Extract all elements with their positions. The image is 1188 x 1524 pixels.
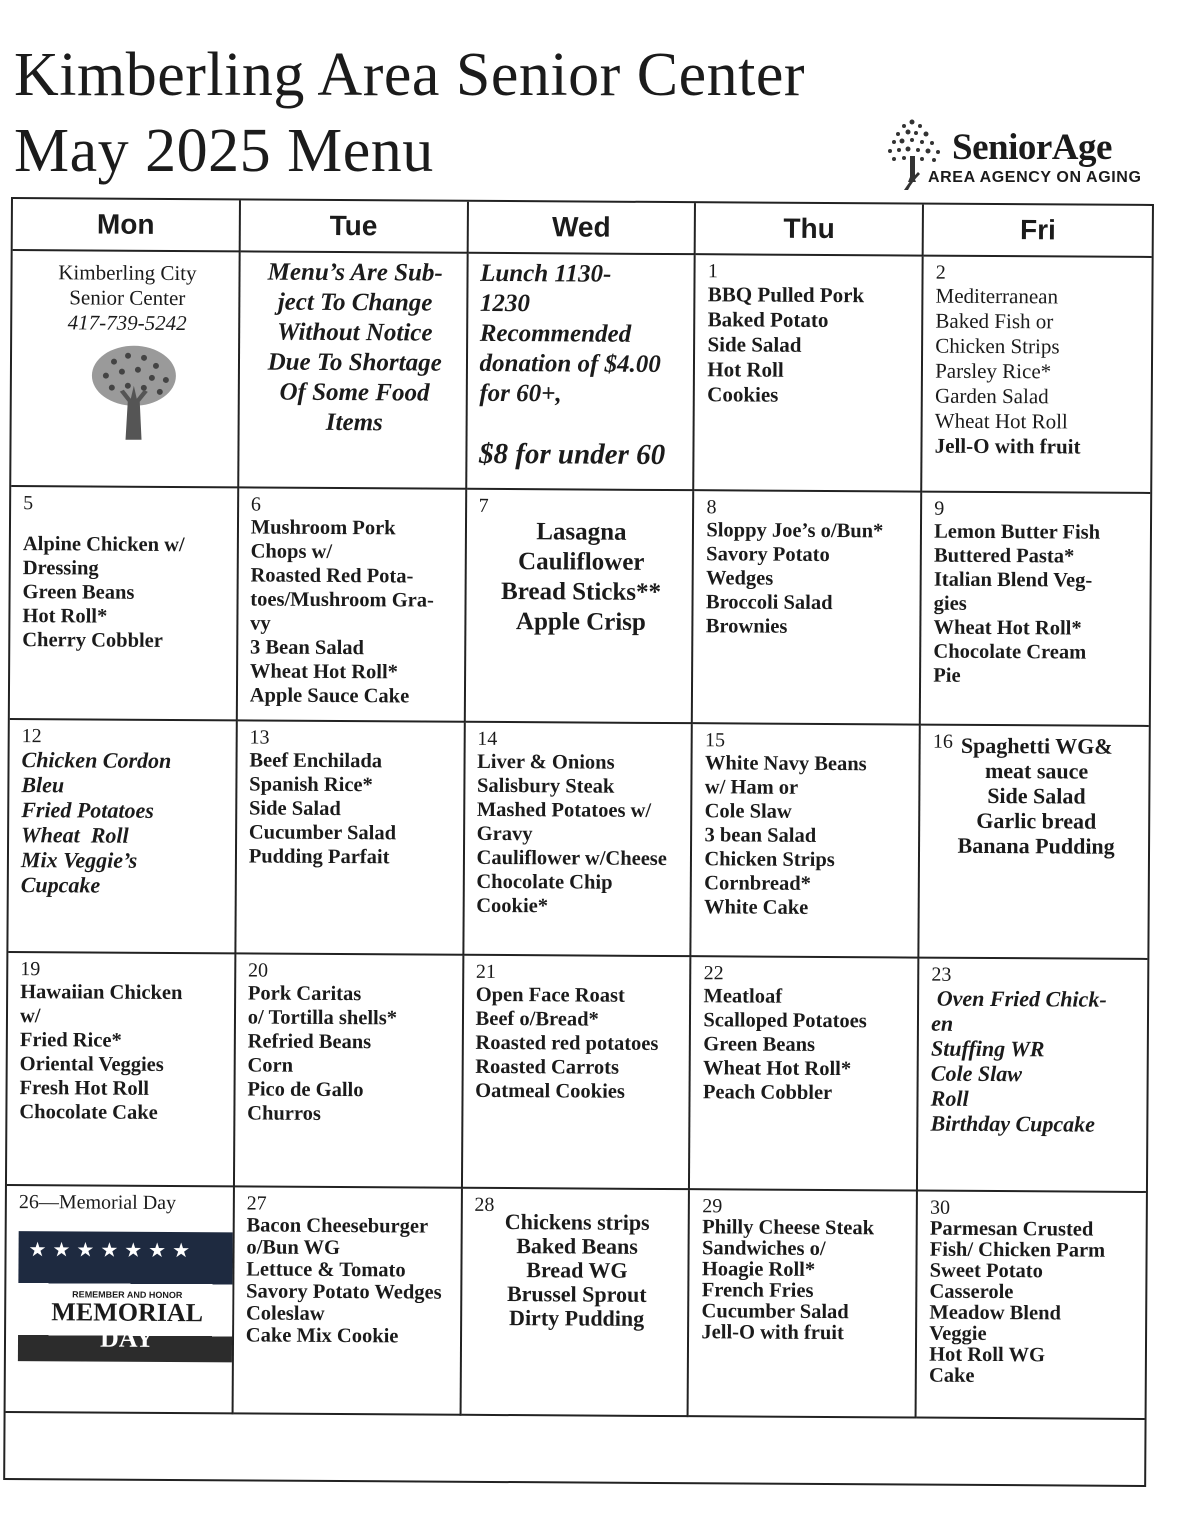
menu-item: Fried Potatoes (21, 797, 154, 823)
header-mon: Mon (13, 199, 241, 252)
menu-item: Open Face Roast (475, 983, 625, 1007)
menu-item: Jell-O with fruit (701, 1321, 844, 1345)
memorial-day-banner (18, 1231, 235, 1362)
menu-item: Chops w/ (250, 540, 333, 563)
under-60-price: $8 for under 60 (478, 437, 666, 472)
menu-item: Oatmeal Cookies (475, 1079, 625, 1103)
day-number: 27 (246, 1192, 267, 1215)
notice-line: Items (325, 408, 383, 437)
day-number: 16 (932, 730, 953, 753)
menu-item: Lasagna (536, 518, 627, 546)
day-number: 22 (703, 962, 724, 985)
menu-item: Chocolate Chip (476, 870, 613, 894)
menu-item: Chicken Strips (704, 848, 835, 872)
menu-item: Parmesan Crusted (929, 1217, 1094, 1241)
lunch-line: for 60+, (479, 379, 562, 408)
day-cell-8 (693, 491, 922, 725)
header-fri: Fri (924, 205, 1152, 258)
page-title-line-2: May 2025 Menu (14, 117, 434, 185)
menu-item: White Navy Beans (704, 752, 867, 776)
menu-item: Bread WG (526, 1257, 628, 1283)
menu-item: Wheat Hot Roll* (249, 660, 399, 684)
senior-age-logo (882, 112, 1152, 192)
menu-item: Hawaiian Chicken (20, 981, 183, 1005)
menu-item: toes/Mushroom Gra- (250, 588, 434, 612)
day-number: 14 (477, 727, 498, 750)
menu-item: Meadow Blend (929, 1301, 1062, 1325)
menu-item: Salisbury Steak (476, 774, 615, 798)
menu-item: Wheat Hot Roll* (933, 616, 1082, 640)
menu-item: Beef Enchilada (249, 749, 383, 773)
menu-item: Roll (930, 1085, 969, 1111)
menu-item: Stuffing WR (930, 1035, 1045, 1062)
center-name-line-1: Kimberling City (58, 260, 197, 286)
empty-bottom-row (5, 1413, 1144, 1485)
menu-item: Bread Sticks** (501, 578, 662, 606)
day-number: 6 (250, 493, 261, 516)
day-cell-29 (689, 1190, 918, 1418)
menu-item: Dressing (22, 557, 99, 580)
day-cell-1 (695, 255, 924, 492)
day-number: 19 (20, 958, 41, 981)
menu-item: Green Beans (22, 581, 135, 604)
day-cell-28 (461, 1189, 690, 1417)
menu-item: o/ Tortilla shells* (247, 1006, 398, 1030)
menu-item: Cucumber Salad (701, 1300, 849, 1324)
lunch-line: 1230 (479, 289, 531, 318)
menu-item: Bacon Cheeseburger (246, 1214, 429, 1238)
menu-item: Meatloaf (703, 985, 783, 1008)
menu-item: Apple Crisp (515, 608, 646, 636)
day-number: 1 (707, 260, 719, 283)
menu-item: 3 Bean Salad (249, 636, 365, 660)
menu-item: Wheat Hot Roll* (703, 1057, 852, 1081)
menu-item: Roasted Red Pota- (250, 564, 414, 588)
menu-item: Chocolate Cake (19, 1101, 158, 1124)
menu-item: French Fries (701, 1279, 814, 1302)
menu-item: Mix Veggie’s (20, 847, 138, 873)
notice-cell (239, 252, 468, 489)
menu-item: o/Bun WG (246, 1236, 341, 1260)
day-number: 20 (248, 959, 269, 982)
menu-item: Cookies (707, 382, 779, 407)
lunch-info-cell (467, 254, 696, 491)
menu-item: BBQ Pulled Pork (707, 282, 865, 308)
notice-line: Menu’s Are Sub- (267, 258, 443, 287)
day-cell-2 (922, 257, 1151, 494)
menu-item: Cucumber Salad (248, 821, 397, 845)
day-number: 23 (931, 963, 952, 986)
menu-item: Mediterranean (935, 283, 1059, 309)
menu-item: Brussel Sprout (506, 1281, 647, 1307)
menu-item: Pie (933, 664, 961, 687)
notice-line: Due To Shortage (267, 348, 442, 377)
menu-item: Coleslaw (245, 1302, 325, 1325)
menu-item: meat sauce (984, 757, 1089, 784)
menu-item: Cake (928, 1364, 975, 1387)
notice-line: Without Notice (277, 318, 433, 347)
center-info-cell (11, 251, 240, 488)
menu-item: Chicken Cordon (21, 747, 172, 773)
menu-item: Beef o/Bread* (475, 1007, 599, 1031)
menu-item: en (931, 1010, 954, 1036)
menu-item: Buttered Pasta* (933, 544, 1075, 568)
lunch-line: Lunch 1130- (480, 259, 612, 288)
menu-item: Lemon Butter Fish (934, 520, 1101, 544)
banner-small-text: REMEMBER AND HONOR (72, 1289, 183, 1301)
menu-item: Mashed Potatoes w/ (476, 798, 652, 822)
day-cell-15 (692, 724, 921, 958)
day-number: 21 (475, 960, 496, 983)
header-tue: Tue (240, 200, 468, 253)
day-cell-12 (8, 720, 237, 954)
day-number: 26—Memorial Day (18, 1191, 177, 1215)
menu-item: Side Salad (248, 797, 341, 821)
center-phone: 417-739-5242 (67, 310, 187, 336)
day-number: 28 (474, 1193, 495, 1216)
menu-item: Hot Roll* (22, 605, 108, 628)
lunch-line: donation of $4.00 (479, 349, 661, 378)
menu-item: Hoagie Roll* (701, 1258, 816, 1281)
menu-item: Savory Potato (706, 543, 830, 567)
menu-item: Sloppy Joe’s o/Bun* (706, 519, 884, 543)
day-cell-23 (918, 959, 1147, 1193)
menu-item: Fresh Hot Roll (19, 1077, 150, 1100)
menu-item: Baked Beans (516, 1233, 638, 1259)
menu-item: Cookie* (476, 894, 549, 918)
menu-item: Pork Caritas (247, 982, 362, 1006)
menu-item: Oriental Veggies (19, 1053, 164, 1076)
day-number: 12 (21, 725, 42, 748)
menu-item: Chicken Strips (935, 333, 1060, 359)
tree-icon (24, 341, 241, 442)
day-cell-27 (233, 1187, 462, 1415)
day-cell-5 (10, 487, 239, 721)
menu-item: Spanish Rice* (249, 773, 373, 797)
menu-item: Cornbread* (704, 872, 811, 895)
day-cell-13 (236, 721, 465, 955)
stars-icon: ★★★★★★★ (28, 1237, 197, 1263)
logo-subtitle: AREA AGENCY ON AGING (928, 169, 1142, 186)
menu-item: Baked Potato (707, 307, 829, 332)
day-cell-30 (917, 1192, 1146, 1420)
notice-line: ject To Change (277, 288, 433, 317)
menu-item: Gravy (476, 822, 533, 846)
menu-item: w/ (19, 1005, 41, 1028)
menu-item: Hot Roll (707, 357, 784, 382)
menu-item: Side Salad (987, 782, 1086, 809)
menu-item: Pico de Gallo (247, 1078, 364, 1102)
menu-item: Casserole (929, 1280, 1014, 1304)
day-number: 15 (705, 729, 726, 752)
menu-item: Refried Beans (247, 1030, 372, 1054)
menu-item: vy (250, 612, 271, 635)
menu-item: Roasted red potatoes (475, 1031, 659, 1055)
day-cell-26 (6, 1186, 235, 1414)
menu-calendar (3, 197, 1154, 1487)
menu-item: Parsley Rice* (935, 358, 1052, 384)
menu-item: Wheat Hot Roll (934, 408, 1068, 434)
menu-item: Birthday Cupcake (930, 1110, 1096, 1137)
day-cell-16 (920, 726, 1149, 960)
menu-item: w/ Ham or (704, 776, 799, 799)
menu-item: Cole Slaw (704, 800, 792, 823)
menu-item: Mushroom Pork (250, 516, 396, 540)
menu-item: Veggie (929, 1322, 987, 1345)
menu-item: Savory Potato Wedges (246, 1280, 442, 1304)
menu-item: Wedges (706, 567, 774, 590)
menu-item: Liver & Onions (477, 750, 615, 774)
header-wed: Wed (468, 202, 696, 255)
day-number: 7 (478, 494, 489, 517)
menu-item: Cupcake (20, 872, 101, 898)
day-cell-6 (238, 488, 467, 722)
day-cell-7 (465, 490, 694, 724)
menu-item: Roasted Carrots (475, 1055, 620, 1079)
header-thu: Thu (696, 203, 924, 256)
menu-item: Cole Slaw (930, 1060, 1023, 1087)
page-title-line-1: Kimberling Area Senior Center (14, 41, 806, 109)
menu-item: Fried Rice* (19, 1029, 122, 1052)
menu-item: Sandwiches o/ (701, 1237, 826, 1260)
menu-item: Side Salad (707, 332, 802, 357)
day-cell-19 (7, 953, 236, 1187)
menu-item: Wheat Roll (21, 822, 129, 848)
day-cell-9 (921, 493, 1150, 727)
menu-item: Dirty Pudding (509, 1305, 645, 1331)
menu-item: Alpine Chicken w/ (22, 533, 185, 557)
menu-item: Cauliflower (517, 548, 645, 576)
banner-word-memorial: MEMORIAL (51, 1297, 204, 1328)
menu-item: Peach Cobbler (702, 1081, 833, 1105)
menu-item: White Cake (703, 896, 809, 919)
menu-item: Fish/ Chicken Parm (929, 1238, 1106, 1262)
menu-item: Cauliflower w/Cheese (476, 846, 667, 871)
day-number: 5 (23, 492, 34, 515)
menu-item: Bleu (21, 772, 65, 798)
menu-item: Oven Fried Chick- (931, 985, 1107, 1012)
menu-item: Chocolate Cream (933, 640, 1087, 664)
menu-item: Cherry Cobbler (22, 629, 163, 652)
menu-item: Jell-O with fruit (934, 433, 1081, 459)
menu-item: gies (933, 592, 967, 615)
menu-item: Garden Salad (934, 383, 1049, 409)
menu-item: Pudding Parfait (248, 845, 390, 869)
menu-item: Green Beans (703, 1033, 816, 1056)
menu-item: Baked Fish or (935, 308, 1054, 334)
menu-item: Corn (247, 1054, 294, 1077)
menu-item: Italian Blend Veg- (933, 568, 1093, 592)
menu-item: Churros (247, 1102, 321, 1125)
menu-item: Hot Roll WG (929, 1343, 1045, 1367)
menu-item: Banana Pudding (957, 832, 1115, 859)
menu-item: Brownies (705, 615, 788, 638)
menu-item: Philly Cheese Steak (702, 1216, 875, 1240)
day-cell-14 (464, 723, 693, 957)
day-number: 8 (706, 496, 717, 519)
logo-name: SeniorAge (952, 127, 1112, 168)
menu-item: Apple Sauce Cake (249, 684, 410, 708)
day-cell-20 (235, 954, 464, 1188)
menu-item: Lettuce & Tomato (246, 1258, 406, 1282)
day-number: 13 (249, 726, 270, 749)
menu-item: Spaghetti WG& (960, 732, 1113, 759)
day-number: 2 (935, 261, 946, 284)
menu-item: Cake Mix Cookie (245, 1324, 399, 1348)
menu-item: Sweet Potato (929, 1259, 1043, 1283)
menu-item: Chickens strips (504, 1209, 650, 1235)
center-name-line-2: Senior Center (69, 285, 186, 311)
day-number: 29 (702, 1195, 723, 1218)
banner-word-day: DAY (99, 1323, 155, 1353)
day-cell-22 (690, 957, 919, 1191)
menu-item: Garlic bread (976, 807, 1097, 834)
menu-item: 3 bean Salad (704, 824, 817, 847)
day-cell-21 (463, 956, 692, 1190)
lunch-line: Recommended (479, 319, 632, 348)
menu-item: Broccoli Salad (705, 591, 833, 615)
notice-line: Of Some Food (279, 378, 430, 407)
menu-item: Scalloped Potatoes (703, 1009, 867, 1033)
day-number: 30 (929, 1196, 951, 1219)
day-number: 9 (934, 497, 945, 520)
